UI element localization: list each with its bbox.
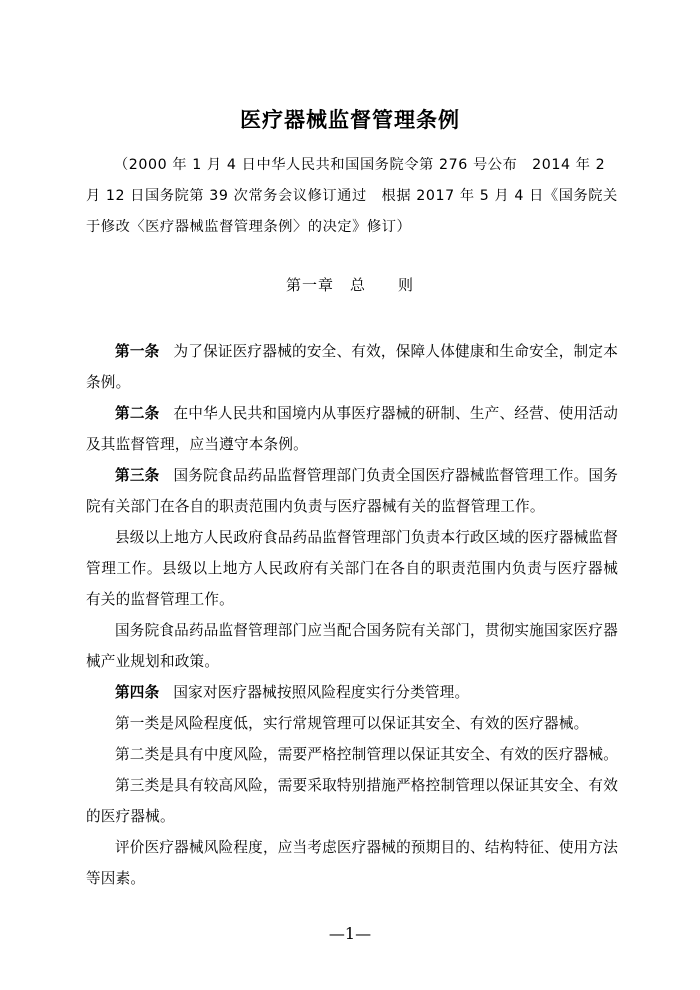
paragraph-text: 国家对医疗器械按照风险程度实行分类管理。 — [173, 684, 470, 701]
paragraph — [86, 708, 618, 739]
document-title: 医疗器械监督管理条例 — [240, 108, 460, 132]
paragraph — [86, 770, 618, 832]
paragraph-text: 第三类是具有较高风险，需要采取特别措施严格控制管理以保证其安全、有效的医疗器械。 — [86, 777, 618, 825]
paragraph-article-2 — [86, 398, 618, 460]
paragraph-text: 第一类是风险程度低，实行常规管理可以保证其安全、有效的医疗器械。 — [115, 715, 589, 732]
article-label: 第二条 — [115, 405, 160, 422]
paragraph-text: 在中华人民共和国境内从事医疗器械的研制、生产、经营、使用活动及其监督管理，应当遵守本条例。 — [86, 405, 618, 453]
chapter-heading: 第一章 总 则 — [285, 276, 414, 294]
paragraph-text: 第二类是具有中度风险，需要严格控制管理以保证其安全、有效的医疗器械。 — [115, 746, 618, 763]
paragraph-text: 县级以上地方人民政府食品药品监督管理部门负责本行政区域的医疗器械监督管理工作。县级以上地方人民政府有关部门在各自的职责范围内负责与医疗器械有关的监督管理工作。 — [86, 529, 618, 608]
article-label: 第四条 — [115, 684, 160, 701]
paragraph-article-4 — [86, 677, 618, 708]
article-label: 第一条 — [115, 343, 160, 360]
article-label: 第三条 — [115, 467, 160, 484]
paragraph-text: 国务院食品药品监督管理部门应当配合国务院有关部门，贯彻实施国家医疗器械产业规划和政策。 — [86, 622, 618, 670]
page-number: —1— — [328, 924, 372, 943]
paragraph-text: 评价医疗器械风险程度，应当考虑医疗器械的预期目的、结构特征、使用方法等因素。 — [86, 839, 618, 887]
paragraph — [86, 522, 618, 615]
paragraph-text: 国务院食品药品监督管理部门负责全国医疗器械监督管理工作。国务院有关部门在各自的职责范围内负责与医疗器械有关的监督管理工作。 — [86, 467, 618, 515]
document-subtitle: （2000 年 1 月 4 日中华人民共和国国务院令第 276 号公布 2014 年 2 月 12 日国务院第 39 次常务会议修订通过 根据 2017 年 5 月 4 日《国务院关于修改〈医疗器械监督管理条例〉的决定》修订） — [86, 157, 618, 235]
paragraph — [86, 615, 618, 677]
paragraph-article-3 — [86, 460, 618, 522]
paragraph-text: 为了保证医疗器械的安全、有效，保障人体健康和生命安全，制定本条例。 — [86, 343, 618, 391]
document-body — [86, 336, 618, 894]
paragraph-article-1 — [86, 336, 618, 398]
paragraph — [86, 832, 618, 894]
paragraph — [86, 739, 618, 770]
